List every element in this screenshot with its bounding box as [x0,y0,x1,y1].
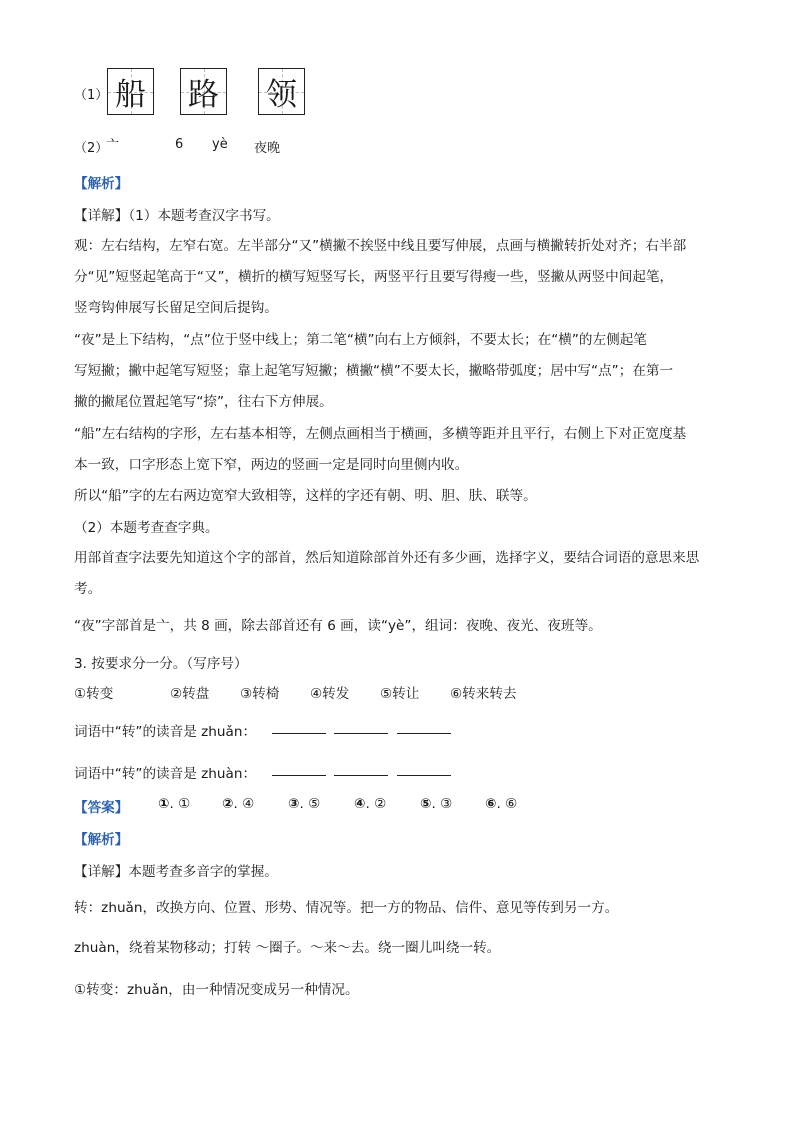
answer-blank[interactable] [334,733,388,734]
answer-num: ⑥ [485,796,497,812]
q2-label: （2） [74,141,109,156]
answer-value: . ⑤ [299,796,321,812]
answer-value: . ⑥ [496,796,518,812]
para-line: “夜”字部首是亠，共 8 画，除去部首还有 6 画，读“yè”，组词：夜晚、夜光、夜班等。 [74,618,602,634]
answer-item [288,796,320,812]
answer-blank[interactable] [272,733,326,734]
para-line: 本一致，口字形态上宽下窄，两边的竖画一定是同时向里侧内收。 [74,457,469,473]
answer-num: ④ [354,796,366,812]
para-line: 分“见”短竖起笔高于“又”，横折的横写短竖写长，两竖平行且要写得瘦一些，竖撇从两竖中间起笔， [74,269,674,285]
q2-strokes: 6 [175,137,184,152]
q2-word: 夜晚 [254,141,281,156]
answer-num: ① [158,796,170,812]
analysis-title: 【解析】 [74,176,129,192]
answer-blank[interactable] [397,775,451,776]
fill-line-label: 词语中“转”的读音是 zhuàn： [74,766,257,782]
answer-blank[interactable] [272,775,326,776]
para-line: 所以“船”字的左右两边宽窄大致相等，这样的字还有朝、明、胆、肤、联等。 [74,488,537,504]
option-item: ②转盘 [170,686,210,702]
para-line: 转：zhuǎn，改换方向、位置、形势、情况等。把一方的物品、信件、意见等传到另一方。 [74,900,619,916]
q2-pinyin: yè [212,137,228,152]
para-line: 用部首查字法要先知道这个字的部首，然后知道除部首外还有多少画，选择字义，要结合词语的意思来思 [74,550,700,566]
para-line: 竖弯钩伸展写长留足空间后提钩。 [74,300,278,316]
char-grid-2 [180,68,227,115]
answer-value: . ① [169,796,191,812]
para-line: 撇的撇尾位置起笔写“捺”，往右下方伸展。 [74,394,333,410]
grid-char: 领 [266,77,297,113]
para-line: “夜”是上下结构，“点”位于竖中线上；第二笔“横”向右上方倾斜，不要太长；在“横”的左侧起笔 [74,332,647,348]
option-item: ④转发 [310,686,350,702]
answer-value: . ③ [431,796,453,812]
detail-heading: （2）本题考查查字典。 [74,520,219,536]
option-item: ⑤转让 [380,686,420,702]
option-item: ③转椅 [240,686,280,702]
fill-line-label: 词语中“转”的读音是 zhuǎn： [74,724,257,740]
para-line: 写短撇；撇中起笔写短竖；靠上起笔写短撇；横撇“横”不要太长，撇略带弧度；居中写“点”；在第一 [74,363,674,379]
option-item: ①转变 [74,686,114,702]
answer-value: . ② [365,796,387,812]
q2-radical: 亠 [106,138,120,153]
para-line: 考。 [74,581,102,597]
answer-item [485,796,517,812]
answer-item [158,796,190,812]
detail-heading: 【详解】本题考查多音字的掌握。 [74,864,278,880]
answer-value: . ④ [233,796,255,812]
para-line: “船”左右结构的字形，左右基本相等，左侧点画相当于横画，多横等距并且平行，右侧上下对正宽度基 [74,426,687,442]
detail-heading: 【详解】（1）本题考查汉字书写。 [74,208,280,224]
grid-char: 路 [188,77,219,113]
answer-num: ⑤ [420,796,432,812]
para-line: 观：左右结构，左窄右宽。左半部分“又”横撇不挨竖中线且要写伸展，点画与横撇转折处对齐；右半部 [74,238,687,254]
question-title: 3. 按要求分一分。（写序号） [74,656,248,672]
char-grid-3 [258,68,305,115]
answer-blank[interactable] [397,733,451,734]
answer-title: 【答案】 [74,800,129,816]
option-item: ⑥转来转去 [450,686,517,702]
answer-blank[interactable] [334,775,388,776]
answer-item [420,796,452,812]
q1-label: （1） [74,88,109,103]
answer-item [354,796,386,812]
answer-item [222,796,254,812]
para-line: zhuàn，绕着某物移动；打转 ～圈子。～来～去。绕一圈儿叫绕一转。 [74,940,501,956]
char-grid-1 [107,68,154,115]
answer-num: ③ [288,796,300,812]
analysis-title: 【解析】 [74,832,129,848]
para-line: ①转变：zhuǎn，由一种情况变成另一种情况。 [74,982,359,998]
grid-char: 船 [115,77,146,113]
answer-num: ② [222,796,234,812]
